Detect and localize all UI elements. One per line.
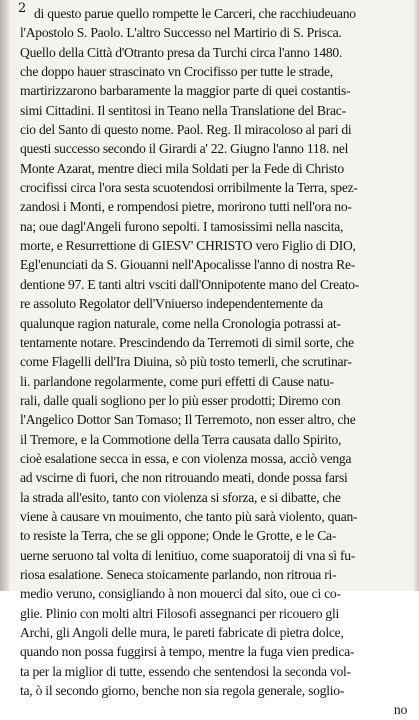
text-line: Archi, gli Angoli delle mura, le pareti fabricate di pietra dolce, [20, 625, 344, 640]
text-line: questi successo secondo il Girardi a' 22. Giugno l'anno 118. nel [20, 141, 349, 157]
text-line: medio veruno, consigliando à non mouerci dal sito, oue ci co- [20, 586, 341, 602]
text-line: la strada all'esito, tanto con violenza si sforza, e si dibatte, che [20, 489, 341, 505]
text-line: simi Cittadini. Il sentitosi in Teano nella Translatione del Brac- [20, 102, 346, 118]
text-line: riosa esalatione. Seneca stoicamente parlando, non ritroua ri- [20, 566, 337, 582]
text-line: l'Angelico Dottor San Tomaso; Il Terremoto, non esser altro, che [20, 412, 356, 428]
text-line: Quello della Città d'Otranto presa da Turchi circa l'anno 1480. [20, 44, 343, 60]
text-line: cio del Santo di questo nome. Paol. Reg. Il miracoloso al pari di [20, 122, 352, 138]
text-line: Monte Azarat, mentre dieci mila Soldati per la Fede di Christo [20, 160, 344, 176]
scan-shadow-left [0, 0, 10, 591]
text-line: ta per la miglior di tutte, essendo che sentendosi la seconda vol- [20, 663, 351, 679]
text-line: tentamente notare. Prescindendo da Terremoti di simil sorte, che [20, 334, 354, 350]
text-line: quando non possa fuggirsi à tempo, mentre la fuga vien predica- [20, 644, 355, 660]
text-line: Egl'enunciati da S. Giouanni nell'Apocalisse l'anno di nostra Re- [20, 257, 356, 273]
body-text [20, 4, 413, 720]
text-line: re assoluto Regolator dell'Vniuerso independentemente da [20, 296, 323, 312]
text-line: crocifissi circa l'ora sesta scuotendosi orribilmente la Terra, spez- [20, 180, 358, 196]
text-line: uerne seruono tal volta di lenitiuo, come suaporatoij di vna sì fu- [20, 547, 356, 563]
text-line: rali, dalle quali sogliono per lo più esser prodotti; Diremo con [20, 392, 341, 408]
catchword: no [393, 702, 407, 718]
text-line: glie. Plinio con molti altri Filosofi assegnanci per ricouero gli [20, 605, 340, 621]
text-line: morte, e Resurrettione di GIESV' CHRISTO vero Figlio di DIO, [20, 238, 356, 254]
text-line: ta, ò il secondo giorno, benche non sia regola generale, soglio- [20, 683, 345, 699]
text-line: come Flagelli dell'Ira Diuina, sò più tosto temerli, che scrutinar- [20, 354, 352, 370]
text-line: di questo parue quello rompette le Carceri, che racchiudeuano [34, 6, 356, 21]
text-line: dentione 97. E tanti altri vsciti dall'Onnipotente mano del Creato- [20, 276, 360, 292]
text-line: cioè esalatione secca in essa, e con violenza mossa, acciò venga [20, 450, 352, 466]
text-line: il Tremore, e la Commotione della Terra causata dallo Spirito, [20, 431, 342, 447]
text-line: che doppo hauer strascinato vn Crocifisso per tutte le strade, [20, 64, 333, 80]
text-line: martirizzarono barbaramente la maggior parte di quei costantis- [20, 83, 351, 99]
text-line: li. parlandone regolarmente, come puri effetti di Cause natu- [20, 373, 334, 389]
page-number: 2 [18, 1, 27, 16]
text-line: to resiste la Terra, che se gli oppone; Onde le Grotte, e le Ca- [20, 528, 337, 544]
text-line: viene à causare vn mouimento, che tanto più sarà violento, quan- [20, 508, 358, 524]
text-line: na; oue dagl'Angeli furono sepolti. I tamosissimi nella nascita, [20, 218, 344, 234]
scan-shadow-right [413, 0, 419, 591]
text-line: l'Apostolo S. Paolo. L'altro Successo nel Martirio di S. Prisca. [20, 25, 342, 41]
text-line: qualunque ragion naturale, come nella Cronologia potrassi at- [20, 315, 341, 331]
text-line: ad vscirne di fuori, che non ritrouando meati, donde possa farsi [20, 470, 348, 486]
text-line: zandosi i Monti, e rompendosi pietre, morirono tutti nell'ora no- [20, 199, 352, 215]
